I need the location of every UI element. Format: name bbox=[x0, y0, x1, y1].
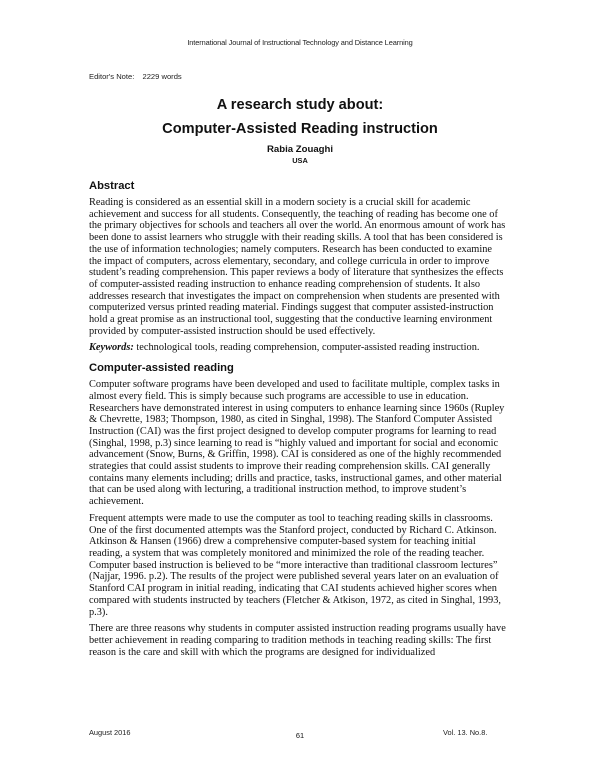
body-paragraph: There are three reasons why students in computer assisted instruction reading programs usually have better achievement in reading comparing to tradition methods in teaching reading skills: The first reason is the care and skill with which the programs are designed for individualized bbox=[89, 623, 506, 658]
author-name: Rabia Zouaghi bbox=[266, 144, 334, 155]
body-paragraph: Computer software programs have been developed and used to facilitate multiple, complex tasks in almost every field. This is simply because such programs are accessible to use in education. Researchers have demonstrated interest in using computers to enhance learning since 1960s (Rupley & Chevrette, 1983; Thompson, 1980, as cited in Singhal, 1998). The Stanford Computer Assisted Instruction (CAI) was the first project designed to develop computer programs for learning to read (Singhal, 1998, p.3) since learning to read is “highly valued and important for social and economic advancement (Snow, Burns, & Griffin, 1998). CAI is considered as one of the highly recommended strategies that could assist students to improve their reading comprehension skills. CAI generally contains many elements including; drills and practice, tasks, instructional games, and other material that can be used along with lecturing, a traditional instruction method, to improve student’s achievement. bbox=[89, 379, 505, 508]
footer-date: August 2016 bbox=[89, 728, 131, 737]
editor-note-label: Editor's Note: bbox=[89, 72, 135, 81]
article-title-line1: A research study about: bbox=[216, 97, 384, 113]
section-heading: Computer-assisted reading bbox=[89, 362, 234, 375]
article-body bbox=[89, 180, 507, 663]
abstract-heading: Abstract bbox=[89, 180, 135, 192]
keywords-list: technological tools, reading comprehension, computer-assisted reading instruction. bbox=[133, 342, 480, 354]
keywords bbox=[89, 342, 507, 354]
abstract-text: Reading is considered as an essential skill in a modern society is a crucial skill for academic achievement and success for all students. Consequently, the teaching of reading has become one of the primary objectives for schools and teachers all over the world. An enormous amount of work has been done to assist learners who struggle with their reading skills. A tool that has been considered is the use of information technologies; namely computers. Research has been conducted to examine the impact of computers, across elementary, secondary, and college curricula in order to improve student’s reading comprehension. This paper reviews a body of literature that synthesizes the effects of computer-assisted reading instruction to enhance reading comprehension of students. It also addresses research that investigates the impact on comprehension when students are presented with computerized versus printed reading material. Findings suggest that computer assisted-instruction hold a great promise as an instructional tool, suggesting that the conductive learning environment provided by computer-assisted instruction should be used effectively. bbox=[89, 197, 506, 337]
page-number: 61 bbox=[295, 731, 305, 740]
keywords-label: Keywords: bbox=[89, 342, 134, 354]
article-title-line2: Computer-Assisted Reading instruction bbox=[162, 121, 438, 137]
footer-volume: Vol. 13. No.8. bbox=[443, 728, 488, 737]
editor-note bbox=[89, 72, 182, 81]
word-count: 2229 words bbox=[142, 72, 182, 81]
author-affiliation: USA bbox=[292, 156, 308, 165]
body-paragraph: Frequent attempts were made to use the computer as tool to teaching reading skills in classrooms. One of the first documented attempts was the Stanford project, conducted by Richard C. Atkinson. Atkinson & Hansen (1966) drew a comprehensive computer-based system for teaching initial reading, a system that was completely monitored and minimized the role of the reading teacher. Computer based instruction is believed to be “more interactive than traditional classroom lectures” (Najjar, 1996. p.2). The results of the project were published several years later on an evaluation of Stanford CAI program in initial reading, indicating that CAI students achieved higher scores when compared with students instructed by teachers (Fletcher & Atkison, 1972, as cited in Singhal, 1993, p.3). bbox=[89, 512, 501, 618]
journal-running-head: International Journal of Instructional Technology and Distance Learning bbox=[187, 38, 413, 47]
